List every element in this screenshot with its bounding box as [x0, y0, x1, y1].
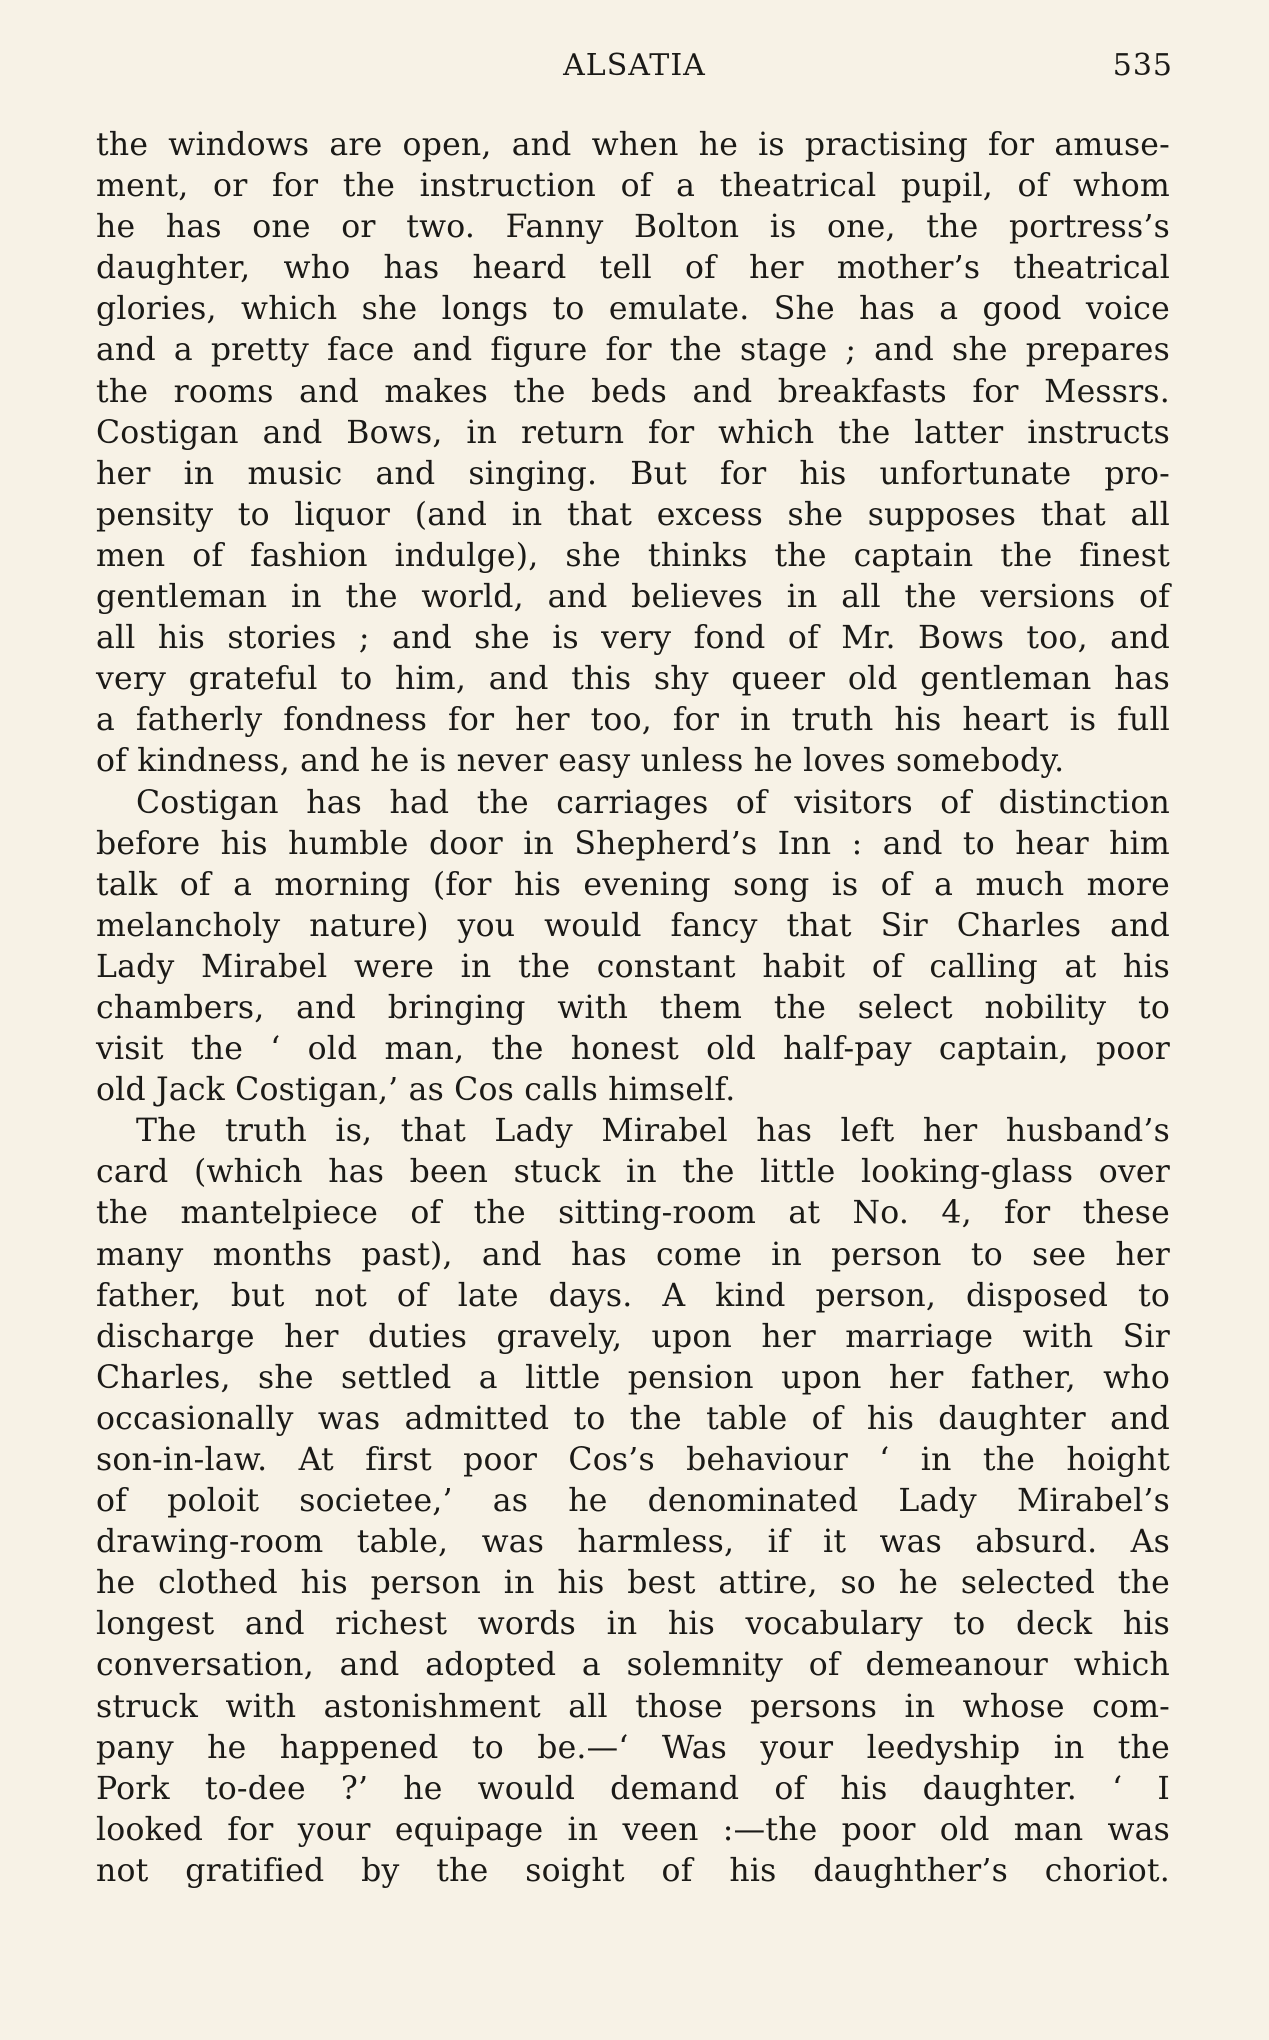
text-line: Charles, she settled a little pension upon her father, who	[96, 1359, 1170, 1396]
text-line: The truth is, that Lady Mirabel has left her husband’s	[136, 1113, 1170, 1150]
text-line: he has one or two. Fanny Bolton is one, the portress’s	[96, 209, 1170, 246]
text-line: Costigan has had the carriages of visitors of distinction	[136, 784, 1170, 821]
text-line: pany he happened to be.—‘ Was your leedyship in the	[96, 1729, 1170, 1766]
text-line: of kindness, and he is never easy unless he loves somebody.	[96, 743, 1065, 780]
text-line: he clothed his person in his best attire, so he selected the	[96, 1565, 1170, 1602]
body-text	[96, 125, 1170, 1892]
text-line: very grateful to him, and this shy queer old gentleman has	[96, 661, 1170, 698]
text-line: pensity to liquor (and in that excess she supposes that all	[96, 496, 1170, 533]
text-line: gentleman in the world, and believes in all the versions of	[96, 579, 1170, 616]
text-line: Pork to-dee ?’ he would demand of his daughter. ‘ I	[96, 1770, 1170, 1807]
text-line: struck with astonishment all those persons in whose com-	[96, 1688, 1170, 1725]
text-line: visit the ‘ old man, the honest old half-pay captain, poor	[96, 1031, 1170, 1068]
text-line: old Jack Costigan,’ as Cos calls himself.	[96, 1072, 736, 1109]
text-line: occasionally was admitted to the table of his daughter and	[96, 1400, 1170, 1437]
text-line: father, but not of late days. A kind person, disposed to	[96, 1277, 1170, 1314]
text-line: of poloit societee,’ as he denominated Lady Mirabel’s	[96, 1483, 1170, 1520]
text-line: daughter, who has heard tell of her mother’s theatrical	[96, 250, 1170, 287]
text-line: ment, or for the instruction of a theatrical pupil, of whom	[96, 168, 1170, 205]
text-line: the rooms and makes the beds and breakfasts for Messrs.	[96, 373, 1170, 410]
page-number: 535	[1112, 48, 1173, 83]
text-line: longest and richest words in his vocabulary to deck his	[96, 1606, 1170, 1643]
text-line: Costigan and Bows, in return for which the latter instructs	[96, 414, 1170, 451]
text-line: discharge her duties gravely, upon her marriage with Sir	[96, 1318, 1170, 1355]
text-line: the mantelpiece of the sitting-room at No. 4, for these	[96, 1195, 1170, 1232]
text-line: chambers, and bringing with them the select nobility to	[96, 989, 1170, 1026]
text-line: glories, which she longs to emulate. She has a good voice	[96, 291, 1170, 328]
text-line: looked for your equipage in veen :—the poor old man was	[96, 1811, 1170, 1848]
text-line: drawing-room table, was harmless, if it was absurd. As	[96, 1524, 1170, 1561]
text-line: son-in-law. At first poor Cos’s behaviour ‘ in the hoight	[96, 1442, 1170, 1478]
text-line: card (which has been stuck in the little looking-glass over	[96, 1154, 1170, 1191]
text-line: and a pretty face and figure for the stage ; and she prepares	[96, 332, 1170, 369]
text-line: a fatherly fondness for her too, for in truth his heart is full	[96, 702, 1170, 739]
text-line: the windows are open, and when he is practising for amuse-	[96, 127, 1170, 163]
text-line: talk of a morning (for his evening song is of a much more	[96, 866, 1170, 903]
text-line: men of fashion indulge), she thinks the captain the finest	[96, 537, 1170, 574]
text-line: before his humble door in Shepherd’s Inn : and to hear him	[96, 825, 1170, 862]
text-line: Lady Mirabel were in the constant habit of calling at his	[96, 948, 1170, 985]
text-line: all his stories ; and she is very fond of Mr. Bows too, and	[96, 620, 1170, 657]
text-line: not gratified by the soight of his daughther’s choriot.	[96, 1852, 1170, 1889]
text-line: many months past), and has come in person to see her	[96, 1236, 1170, 1273]
text-line: her in music and singing. But for his unfortunate pro-	[96, 455, 1170, 492]
running-title: ALSATIA	[563, 48, 706, 83]
text-line: conversation, and adopted a solemnity of demeanour which	[96, 1647, 1170, 1684]
text-line: melancholy nature) you would fancy that Sir Charles and	[96, 907, 1170, 944]
running-head	[96, 48, 1173, 88]
